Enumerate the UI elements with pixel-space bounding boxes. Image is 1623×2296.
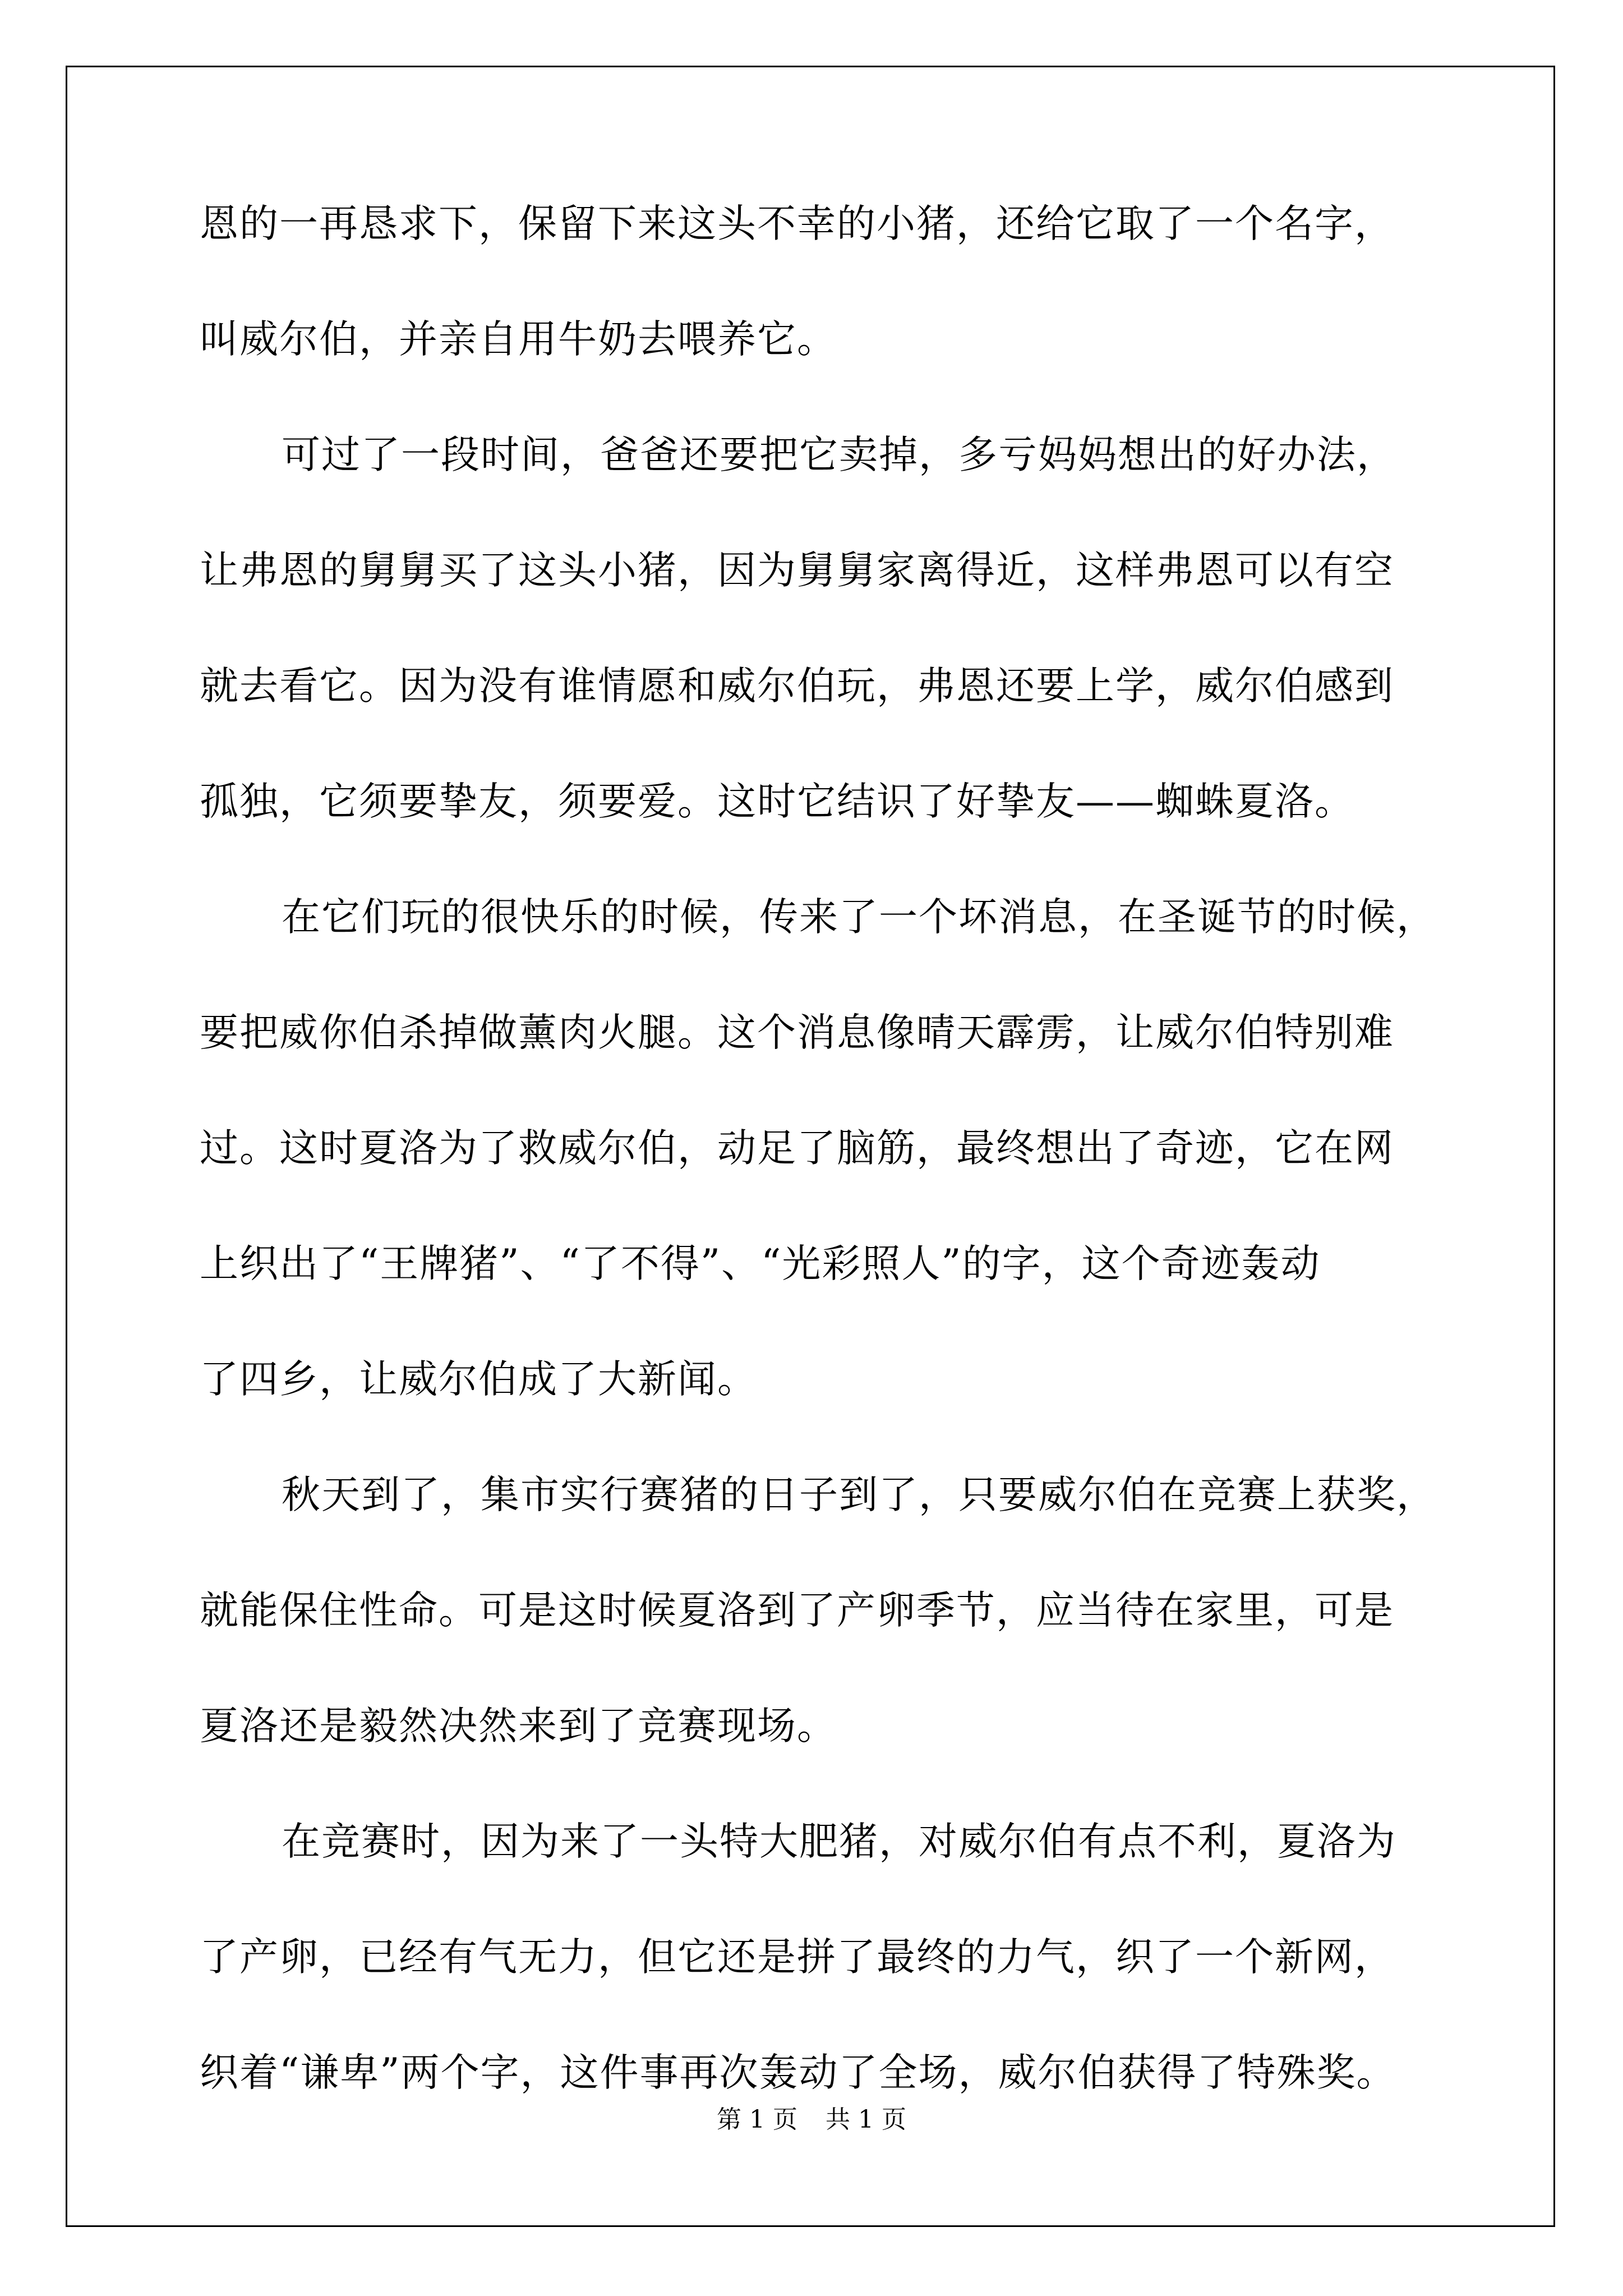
text-line: 在竞赛时，因为来了一头特大肥猪，对威尔伯有点不利，夏洛为 xyxy=(282,1819,1396,1864)
text-line: 上织出了“王牌猪”、“了不得”、“光彩照人”的字，这个奇迹轰动 xyxy=(200,1241,1321,1286)
page-footer xyxy=(0,2099,1623,2135)
text-line: 要把威你伯杀掉做薰肉火腿。这个消息像晴天霹雳，让威尔伯特别难 xyxy=(200,1010,1394,1055)
text-line: 就能保住性命。可是这时候夏洛到了产卵季节，应当待在家里，可是 xyxy=(200,1588,1394,1633)
text-line: 在它们玩的很快乐的时候，传来了一个坏消息，在圣诞节的时候， xyxy=(282,895,1436,940)
text-line: 秋天到了，集市实行赛猪的日子到了，只要威尔伯在竞赛上获奖， xyxy=(282,1473,1436,1517)
page-total: 共 1 页 xyxy=(826,2105,906,2134)
text-line: 孤独，它须要挚友，须要爱。这时它结识了好挚友——蜘蛛夏洛。 xyxy=(200,779,1354,824)
text-line: 过。这时夏洛为了救威尔伯，动足了脑筋，最终想出了奇迹，它在网 xyxy=(200,1126,1394,1171)
text-line: 可过了一段时间，爸爸还要把它卖掉，多亏妈妈想出的好办法， xyxy=(282,432,1396,477)
text-line: 了产卵，已经有气无力，但它还是拼了最终的力气，织了一个新网， xyxy=(200,1935,1394,1980)
text-line: 织着“谦卑”两个字，这件事再次轰动了全场，威尔伯获得了特殊奖。 xyxy=(200,2050,1396,2095)
text-line: 叫威尔伯，并亲自用牛奶去喂养它。 xyxy=(200,317,837,362)
text-line: 让弗恩的舅舅买了这头小猪，因为舅舅家离得近，这样弗恩可以有空 xyxy=(200,548,1394,593)
text-line: 了四乡，让威尔伯成了大新闻。 xyxy=(200,1357,757,1402)
document-body xyxy=(200,197,1436,2100)
text-line: 恩的一再恳求下，保留下来这头不幸的小猪，还给它取了一个名字， xyxy=(200,201,1394,246)
text-line: 夏洛还是毅然决然来到了竞赛现场。 xyxy=(200,1704,837,1749)
text-line: 就去看它。因为没有谁情愿和威尔伯玩，弗恩还要上学，威尔伯感到 xyxy=(200,664,1394,708)
page-number: 第 1 页 xyxy=(717,2105,797,2134)
